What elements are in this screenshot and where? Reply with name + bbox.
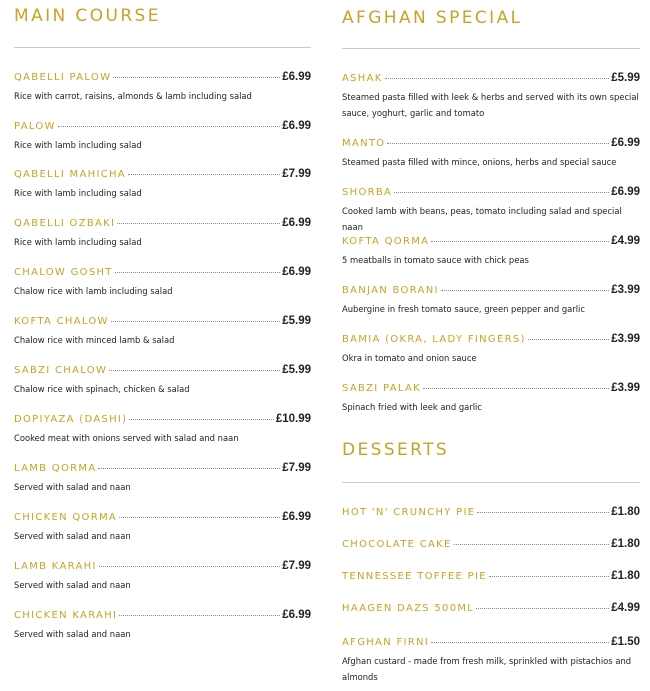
leader-dots <box>385 78 610 79</box>
item-name: BAMIA (OKRA, LADY FINGERS) <box>342 334 526 345</box>
item-price: £6.99 <box>611 137 640 149</box>
item-description: Aubergine in fresh tomato sauce, green pepper and garlic <box>342 304 585 314</box>
item-name: SHORBA <box>342 187 393 198</box>
item-price: £6.99 <box>282 266 311 278</box>
menu-item-tennessee-toffee-pie <box>342 570 640 584</box>
item-name: QABELLI PALOW <box>14 72 112 83</box>
leader-dots <box>58 126 281 127</box>
item-description: Rice with lamb including salad <box>14 140 142 150</box>
leader-dots <box>394 192 609 193</box>
item-description: Rice with carrot, raisins, almonds & lamb including salad <box>14 91 252 101</box>
item-price: £6.99 <box>282 71 311 83</box>
item-price: £7.99 <box>282 560 311 572</box>
leader-dots <box>109 370 280 371</box>
item-price: £7.99 <box>282 462 311 474</box>
item-price: £3.99 <box>611 382 640 394</box>
menu-item-qabelli-palow <box>14 71 311 104</box>
leader-dots <box>477 512 609 513</box>
item-description: Chalow rice with minced lamb & salad <box>14 335 175 345</box>
item-description: Rice with lamb including salad <box>14 188 142 198</box>
item-price: £10.99 <box>275 413 311 425</box>
item-name: KOFTA QORMA <box>342 236 430 247</box>
menu-item-banjan-borani <box>342 284 640 317</box>
item-description: Cooked lamb with beans, peas, tomato including salad and special naan <box>342 206 622 232</box>
menu-item-chalow-gosht <box>14 266 311 299</box>
menu-item-palow <box>14 120 311 153</box>
menu-item-lamb-qorma <box>14 462 311 495</box>
menu-item-chocolate-cake <box>342 538 640 552</box>
leader-dots <box>387 143 609 144</box>
menu-item-chicken-qorma <box>14 511 311 544</box>
desserts-title: DESSERTS <box>342 440 450 460</box>
menu-item-manto <box>342 137 640 170</box>
item-description: Rice with lamb including salad <box>14 237 142 247</box>
leader-dots <box>476 608 609 609</box>
item-price: £4.99 <box>611 602 640 614</box>
item-name: LAMB QORMA <box>14 463 97 474</box>
main-course-title: MAIN COURSE <box>14 6 161 26</box>
item-description: Afghan custard - made from fresh milk, sprinkled with pistachios and almonds <box>342 656 632 682</box>
item-price: £1.80 <box>611 538 640 550</box>
item-name: TENNESSEE TOFFEE PIE <box>342 571 487 582</box>
item-description: Cooked meat with onions served with salad and naan <box>14 433 239 443</box>
leader-dots <box>431 241 609 242</box>
item-name: AFGHAN FIRNI <box>342 637 430 648</box>
item-price: £5.99 <box>282 364 311 376</box>
item-description: Served with salad and naan <box>14 580 131 590</box>
item-price: £1.50 <box>611 636 640 648</box>
leader-dots <box>117 223 280 224</box>
menu-item-hot-n-crunchy-pie <box>342 506 640 520</box>
menu-item-kofta-qorma <box>342 235 640 268</box>
item-name: ASHAK <box>342 73 383 84</box>
item-price: £7.99 <box>282 168 311 180</box>
menu-item-lamb-karahi <box>14 560 311 593</box>
menu-item-qabelli-mahicha <box>14 168 311 201</box>
leader-dots <box>119 615 280 616</box>
main-course-divider <box>14 47 311 48</box>
leader-dots <box>441 290 609 291</box>
menu-item-sabzi-palak <box>342 382 640 415</box>
item-price: £5.99 <box>282 315 311 327</box>
leader-dots <box>119 517 280 518</box>
item-name: QABELLI OZBAKI <box>14 218 116 229</box>
item-name: KOFTA CHALOW <box>14 316 109 327</box>
leader-dots <box>111 321 280 322</box>
item-name: CHICKEN QORMA <box>14 512 118 523</box>
item-price: £1.80 <box>611 570 640 582</box>
desserts-divider <box>342 482 640 483</box>
menu-item-dopiyaza-dashi <box>14 413 311 446</box>
item-description: Steamed pasta filled with mince, onions, herbs and special sauce <box>342 157 617 167</box>
item-name: PALOW <box>14 121 56 132</box>
item-price: £6.99 <box>611 186 640 198</box>
leader-dots <box>99 566 281 567</box>
menu-item-shorba <box>342 186 640 235</box>
menu-item-chicken-karahi <box>14 609 311 642</box>
item-name: CHALOW GOSHT <box>14 267 113 278</box>
afghan-special-divider <box>342 48 640 49</box>
leader-dots <box>454 544 610 545</box>
item-name: LAMB KARAHI <box>14 561 97 572</box>
leader-dots <box>98 468 280 469</box>
item-price: £6.99 <box>282 120 311 132</box>
leader-dots <box>423 388 609 389</box>
item-description: Served with salad and naan <box>14 482 131 492</box>
item-name: MANTO <box>342 138 386 149</box>
item-description: Served with salad and naan <box>14 531 131 541</box>
item-name: CHOCOLATE CAKE <box>342 539 452 550</box>
leader-dots <box>128 174 280 175</box>
item-name: QABELLI MAHICHA <box>14 169 126 180</box>
item-price: £3.99 <box>611 333 640 345</box>
leader-dots <box>528 339 610 340</box>
item-description: Served with salad and naan <box>14 629 131 639</box>
item-name: HAAGEN DAZS 500ML <box>342 603 475 614</box>
leader-dots <box>113 77 280 78</box>
item-price: £5.99 <box>611 72 640 84</box>
item-description: Chalow rice with spinach, chicken & salad <box>14 384 190 394</box>
menu-item-sabzi-chalow <box>14 364 311 397</box>
leader-dots <box>129 419 273 420</box>
item-price: £3.99 <box>611 284 640 296</box>
item-description: Steamed pasta filled with leek & herbs and served with its own special sauce, yoghurt, garlic and tomato <box>342 92 639 118</box>
menu-item-qabelli-ozbaki <box>14 217 311 250</box>
item-name: BANJAN BORANI <box>342 285 439 296</box>
menu-item-afghan-firni <box>342 636 640 685</box>
leader-dots <box>489 576 609 577</box>
item-price: £6.99 <box>282 511 311 523</box>
item-price: £1.80 <box>611 506 640 518</box>
item-name: SABZI CHALOW <box>14 365 108 376</box>
item-name: DOPIYAZA (DASHI) <box>14 414 128 425</box>
item-name: HOT 'N' CRUNCHY PIE <box>342 507 476 518</box>
item-price: £6.99 <box>282 609 311 621</box>
item-name: CHICKEN KARAHI <box>14 610 118 621</box>
item-description: Chalow rice with lamb including salad <box>14 286 173 296</box>
menu-item-kofta-chalow <box>14 315 311 348</box>
afghan-special-title: AFGHAN SPECIAL <box>342 8 523 28</box>
leader-dots <box>431 642 609 643</box>
leader-dots <box>115 272 281 273</box>
menu-item-ashak <box>342 72 640 121</box>
item-description: 5 meatballs in tomato sauce with chick peas <box>342 255 529 265</box>
item-description: Spinach fried with leek and garlic <box>342 402 482 412</box>
item-description: Okra in tomato and onion sauce <box>342 353 477 363</box>
item-name: SABZI PALAK <box>342 383 421 394</box>
item-price: £4.99 <box>611 235 640 247</box>
menu-item-bamia <box>342 333 640 366</box>
menu-item-haagen-dazs <box>342 602 640 616</box>
item-price: £6.99 <box>282 217 311 229</box>
